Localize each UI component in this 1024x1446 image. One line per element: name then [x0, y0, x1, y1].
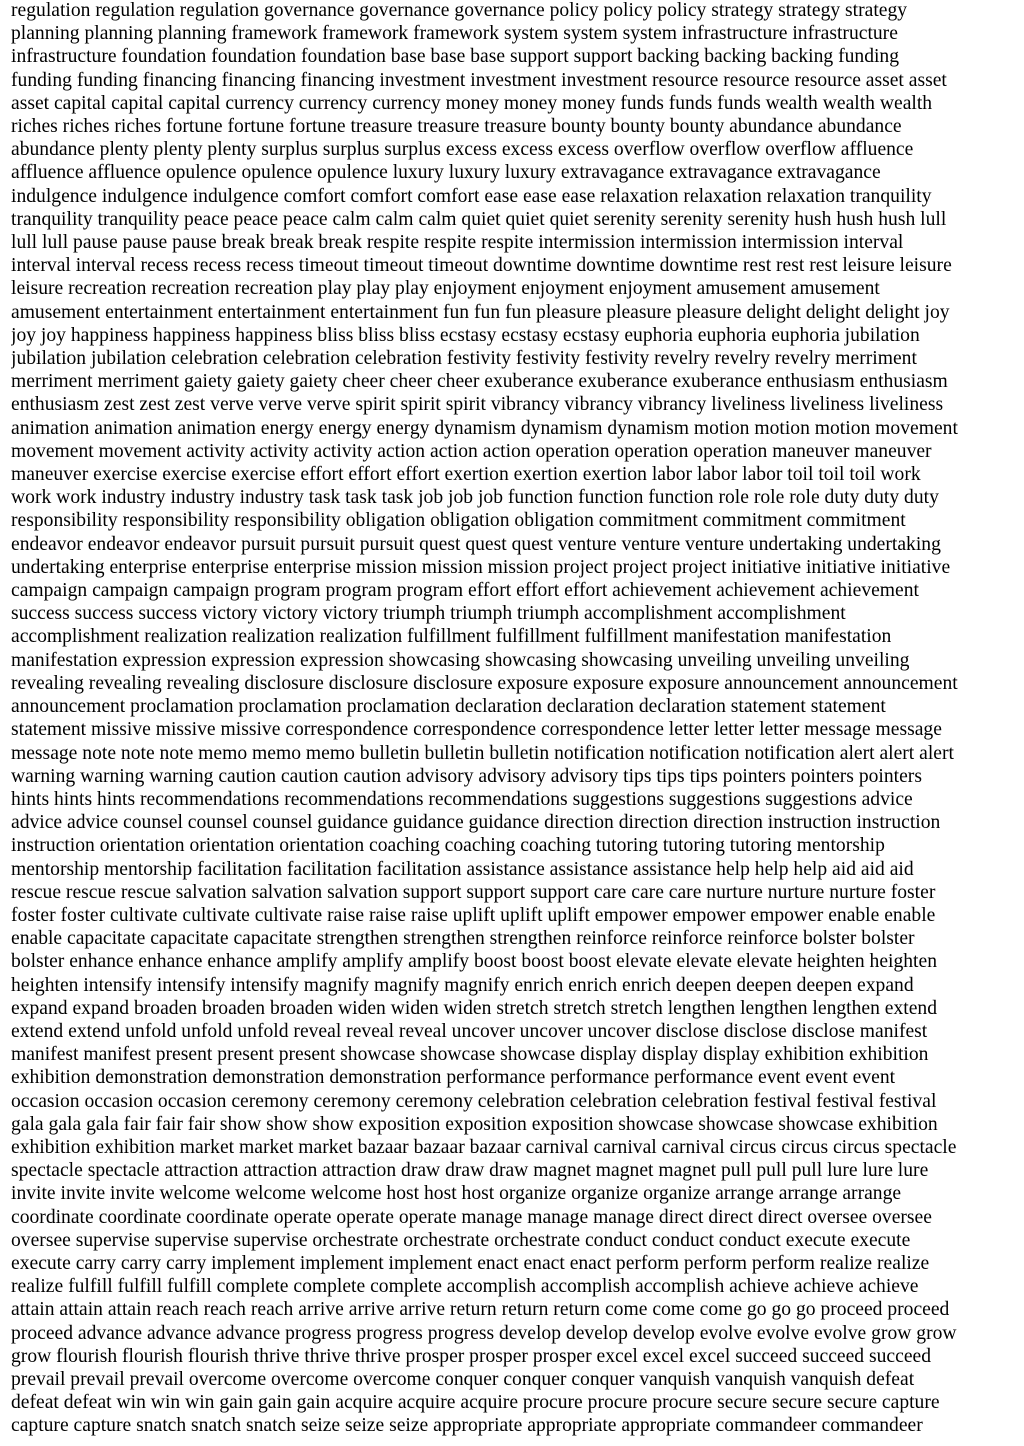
text-line: undertaking enterprise enterprise enterprise mission mission mission project project project initiative initiative initiative: [11, 556, 951, 578]
text-line: regulation regulation regulation governance governance governance policy policy policy strategy strategy strategy: [11, 0, 908, 21]
text-line: proceed advance advance advance progress progress progress develop develop develop evolve evolve evolve grow grow: [11, 1322, 957, 1344]
text-line: bolster enhance enhance enhance amplify amplify amplify boost boost boost elevate elevate elevate heighten heighten: [11, 951, 937, 973]
text-line: abundance plenty plenty plenty surplus surplus surplus excess excess excess overflow overflow overflow affluence: [11, 139, 914, 161]
text-line: hints hints hints recommendations recommendations recommendations suggestions suggestions suggestions advice: [11, 788, 913, 810]
text-line: oversee supervise supervise supervise orchestrate orchestrate orchestrate conduct conduct conduct execute execute: [11, 1229, 911, 1251]
text-line: riches riches riches fortune fortune fortune treasure treasure treasure bounty bounty bounty abundance abundance: [11, 116, 902, 138]
text-line: message note note note memo memo memo bulletin bulletin bulletin notification notification notification alert alert alert: [11, 742, 954, 764]
text-line: animation animation animation energy energy energy dynamism dynamism dynamism motion motion motion movement: [11, 417, 958, 439]
text-line: revealing revealing revealing disclosure disclosure disclosure exposure exposure exposure announcement announcement: [11, 672, 958, 694]
text-line: amusement entertainment entertainment entertainment fun fun fun pleasure pleasure pleasure delight delight delight joy: [11, 301, 950, 323]
text-line: lull lull pause pause pause break break break respite respite respite intermission intermission intermission interval: [11, 232, 904, 254]
text-line: tranquility tranquility peace peace peace calm calm calm quiet quiet quiet serenity serenity serenity hush hush hush lull: [11, 208, 947, 230]
text-line: enthusiasm zest zest zest verve verve verve spirit spirit spirit vibrancy vibrancy vibrancy liveliness liveliness liveliness: [11, 394, 944, 416]
text-line: instruction orientation orientation orientation coaching coaching coaching tutoring tutoring tutoring mentorship: [11, 835, 885, 857]
text-line: merriment merriment gaiety gaiety gaiety cheer cheer cheer exuberance exuberance exuberance enthusiasm enthusiasm: [11, 371, 948, 393]
text-line: accomplishment realization realization realization fulfillment fulfillment fulfillment manifestation manifestation: [11, 626, 892, 648]
text-line: manifest manifest present present present showcase showcase showcase display display display exhibition exhibition: [11, 1044, 929, 1066]
text-line: jubilation jubilation celebration celebration celebration festivity festivity festivity revelry revelry revelry merriment: [11, 348, 917, 370]
text-line: enable capacitate capacitate capacitate strengthen strengthen strengthen reinforce reinforce reinforce bolster bolster: [11, 928, 915, 950]
text-line: rescue rescue rescue salvation salvation salvation support support support care care care nurture nurture nurture foster: [11, 881, 936, 903]
text-line: planning planning planning framework framework framework system system system infrastructure infrastructure: [11, 23, 898, 45]
text-line: affluence affluence opulence opulence opulence luxury luxury luxury extravagance extravagance extravagance: [11, 162, 881, 184]
text-line: invite invite invite welcome welcome welcome host host host organize organize organize arrange arrange arrange: [11, 1183, 902, 1205]
text-line: advice advice counsel counsel counsel guidance guidance guidance direction direction direction instruction instruction: [11, 812, 941, 834]
text-line: infrastructure foundation foundation foundation base base base support support backing backing backing funding: [11, 46, 900, 68]
text-line: campaign campaign campaign program program program effort effort effort achievement achievement achievement: [11, 580, 919, 602]
text-line: movement movement activity activity activity action action action operation operation operation maneuver maneuver: [11, 440, 932, 462]
text-line: defeat defeat win win win gain gain gain acquire acquire acquire procure procure procure secure secure secure capture: [11, 1392, 940, 1414]
text-line: execute carry carry carry implement implement implement enact enact enact perform perform perform realize realize: [11, 1252, 930, 1274]
text-line: capture capture snatch snatch snatch seize seize seize appropriate appropriate appropriate commandeer commandeer: [11, 1415, 923, 1437]
text-line: leisure recreation recreation recreation play play play enjoyment enjoyment enjoyment amusement amusement: [11, 278, 880, 300]
body-text: [11, 0, 1014, 1438]
text-line: exhibition exhibition market market market bazaar bazaar bazaar carnival carnival carnival circus circus circus spectacle: [11, 1136, 957, 1158]
text-line: warning warning warning caution caution caution advisory advisory advisory tips tips tips pointers pointers pointers: [11, 765, 922, 787]
text-line: manifestation expression expression expression showcasing showcasing showcasing unveiling unveiling unveiling: [11, 649, 910, 671]
text-line: joy joy happiness happiness happiness bliss bliss bliss ecstasy ecstasy ecstasy euphoria euphoria euphoria jubilation: [11, 324, 920, 346]
text-line: foster foster cultivate cultivate cultivate raise raise raise uplift uplift uplift empower empower empower enable enable: [11, 904, 936, 926]
text-line: maneuver exercise exercise exercise effort effort effort exertion exertion exertion labor labor labor toil toil toil work: [11, 464, 921, 486]
text-line: announcement proclamation proclamation proclamation declaration declaration declaration statement statement: [11, 696, 886, 718]
text-line: mentorship mentorship facilitation facilitation facilitation assistance assistance assistance help help help aid aid aid: [11, 858, 914, 880]
text-line: endeavor endeavor endeavor pursuit pursuit pursuit quest quest quest venture venture venture undertaking undertaking: [11, 533, 941, 555]
text-line: grow flourish flourish flourish thrive thrive thrive prosper prosper prosper excel excel excel succeed succeed succeed: [11, 1345, 932, 1367]
text-line: interval interval recess recess recess timeout timeout timeout downtime downtime downtime rest rest rest leisure leisure: [11, 255, 952, 277]
text-line: extend extend unfold unfold unfold reveal reveal reveal uncover uncover uncover disclose disclose disclose manifest: [11, 1020, 928, 1042]
text-line: prevail prevail prevail overcome overcome overcome conquer conquer conquer vanquish vanquish vanquish defeat: [11, 1368, 915, 1390]
text-line: gala gala gala fair fair fair show show show exposition exposition exposition showcase showcase showcase exhibition: [11, 1113, 938, 1135]
text-line: asset capital capital capital currency currency currency money money money funds funds funds wealth wealth wealth: [11, 92, 933, 114]
text-line: exhibition demonstration demonstration demonstration performance performance performance event event event: [11, 1067, 896, 1089]
text-line: statement missive missive missive correspondence correspondence correspondence letter letter letter message message: [11, 719, 942, 741]
text-line: coordinate coordinate coordinate operate operate operate manage manage manage direct direct direct oversee oversee: [11, 1206, 932, 1228]
text-line: heighten intensify intensify intensify magnify magnify magnify enrich enrich enrich deepen deepen deepen expand: [11, 974, 914, 996]
text-line: attain attain attain reach reach reach arrive arrive arrive return return return come come come go go go proceed proceed: [11, 1299, 950, 1321]
text-line: funding funding financing financing financing investment investment investment resource resource resource asset asset: [11, 69, 947, 91]
text-line: realize fulfill fulfill fulfill complete complete complete accomplish accomplish accomplish achieve achieve achieve: [11, 1276, 919, 1298]
text-line: work work industry industry industry task task task job job job function function function role role role duty duty duty: [11, 487, 939, 509]
text-line: responsibility responsibility responsibility obligation obligation obligation commitment commitment commitment: [11, 510, 906, 532]
text-line: occasion occasion occasion ceremony ceremony ceremony celebration celebration celebration festival festival festival: [11, 1090, 937, 1112]
text-line: spectacle spectacle attraction attraction attraction draw draw draw magnet magnet magnet pull pull pull lure lure lure: [11, 1160, 929, 1182]
text-line: indulgence indulgence indulgence comfort comfort comfort ease ease ease relaxation relaxation relaxation tranquility: [11, 185, 932, 207]
text-line: success success success victory victory victory triumph triumph triumph accomplishment accomplishment: [11, 603, 846, 625]
text-line: expand expand broaden broaden broaden widen widen widen stretch stretch stretch lengthen lengthen lengthen extend: [11, 997, 938, 1019]
